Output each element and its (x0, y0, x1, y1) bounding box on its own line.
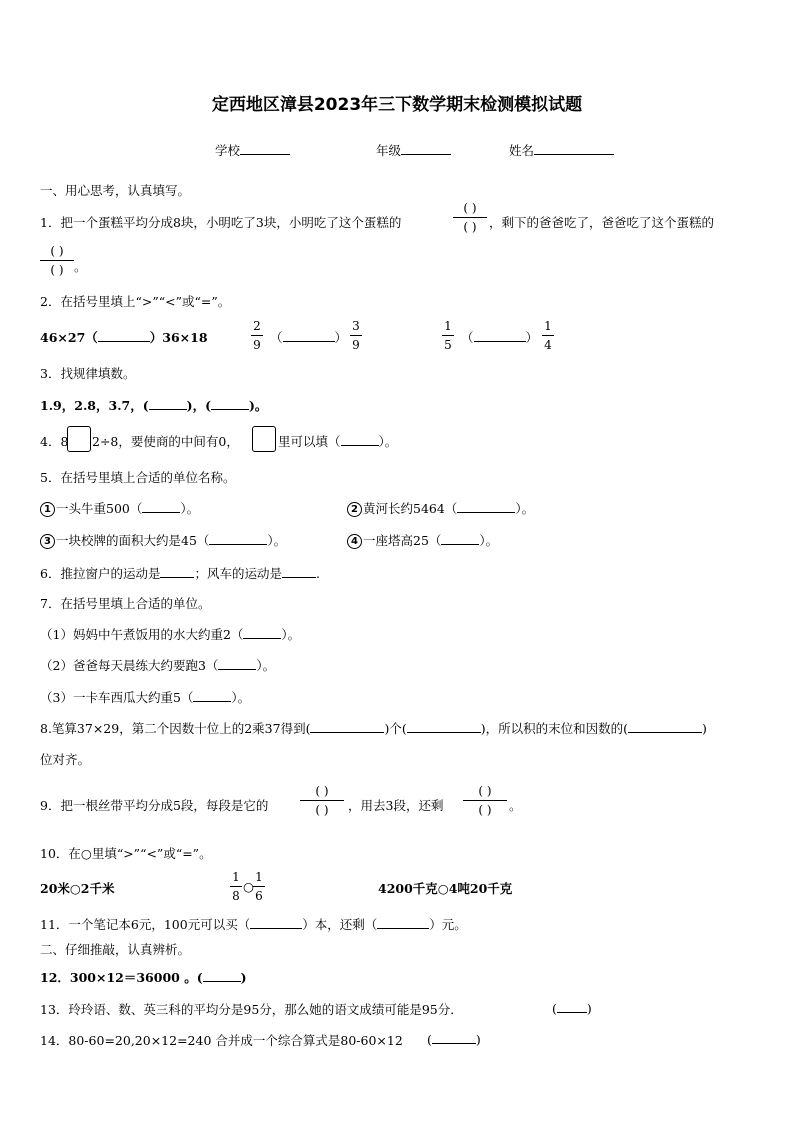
q6-a: 6．推拉窗户的运动是 (40, 566, 161, 581)
q13-text: 13．玲玲语、数、英三科的平均分是95分，那么她的语文成绩可能是95分． (40, 1002, 463, 1017)
q7-end-2: ）。 (256, 658, 276, 673)
q3-text: 3．找规律填数。 (40, 366, 136, 381)
q5-i4: 一座塔高25（ (363, 533, 442, 548)
q9-text-b: ，用去3段，还剩 (348, 798, 444, 813)
q9-fraction-1[interactable] (300, 783, 344, 818)
q2-pr-2: ） (525, 330, 539, 345)
q5-i2: 黄河长约5464（ (363, 501, 458, 516)
q5-end-2: ）。 (515, 501, 535, 516)
school-field[interactable] (215, 141, 290, 159)
q2-text: 2．在括号里填上“>”“<”或“=”。 (40, 294, 231, 309)
q3-end: )。 (249, 398, 268, 413)
q2-f1-num: 2 (253, 319, 261, 333)
q5-blank-3[interactable] (209, 532, 267, 545)
q9-text-a: 9．把一根丝带平均分成5段，每段是它的 (40, 798, 269, 813)
q5-num-4: 4 (347, 534, 362, 549)
q2-pl-2: （ (461, 330, 474, 345)
q1-fraction-1[interactable] (453, 200, 487, 235)
q2-fraction-2-9 (251, 318, 263, 353)
q5-text: 5．在括号里填上合适的单位名称。 (40, 470, 236, 485)
q10-f1-num: 1 (232, 870, 240, 884)
q10-fraction-1-6 (253, 869, 265, 904)
q11-b: ）本，还剩（ (302, 917, 378, 932)
q9-fraction-2[interactable] (463, 783, 507, 818)
q9-f2-den: ( ) (478, 803, 492, 817)
q2-e1b: ）36×18 (149, 330, 208, 345)
q12-blank[interactable] (203, 969, 241, 982)
q2-f2-num: 3 (352, 319, 360, 333)
q2-blank-2[interactable] (283, 329, 335, 342)
q10-expr-1: 20米○2千米 (40, 881, 115, 896)
section2-heading: 二、仔细推敲，认真辨析。 (40, 942, 191, 957)
q2-cmp-2 (461, 328, 538, 346)
q8-a: 8.笔算37×29，第二个因数十位上的2乘37得到( (40, 721, 311, 736)
q4-c: 里可以填（ (278, 434, 341, 449)
q10-text: 10．在○里填“>”“<”或“=”。 (40, 846, 212, 861)
q2-f2-den: 9 (352, 338, 360, 352)
q3-blank-1[interactable] (149, 397, 187, 410)
q2-cmp-1 (270, 328, 347, 346)
q7-i2: （2）爸爸每天晨练大约要跑3（ (40, 658, 219, 673)
q9-f1-num: ( ) (315, 784, 329, 798)
q13-blank[interactable] (557, 1000, 587, 1013)
section1-heading: 一、用心思考，认真填写。 (40, 183, 191, 198)
q1-fraction-2[interactable] (40, 243, 74, 278)
q7-end-3: ）。 (231, 690, 251, 705)
q8-line-2: 位对齐。 (40, 752, 91, 767)
q2-fraction-1-5 (442, 318, 454, 353)
grade-label: 年级 (376, 143, 402, 158)
q1-f2-den: ( ) (50, 263, 64, 277)
q11-a: 11．一个笔记本6元，100元可以买（ (40, 917, 251, 932)
q7-blank-3[interactable] (193, 689, 231, 702)
q11-c: ）元。 (429, 917, 467, 932)
q2-expr-1 (40, 328, 208, 346)
q11-blank-2[interactable] (377, 916, 429, 929)
q5-blank-2[interactable] (457, 500, 515, 513)
q2-f4-num: 1 (544, 319, 552, 333)
q2-pr-1: ） (334, 330, 348, 345)
q8-d: ) (701, 721, 707, 736)
q12 (40, 968, 247, 986)
q2-f3-den: 5 (444, 338, 452, 352)
q13-c: ) (586, 1001, 592, 1016)
q5-end-4: ）。 (479, 533, 499, 548)
q5-i1: 一头牛重500（ (56, 501, 143, 516)
q10-circle[interactable]: ○ (243, 879, 254, 894)
name-field[interactable] (509, 141, 614, 159)
q7-i1: （1）妈妈中午煮饭用的水大约重2（ (40, 627, 244, 642)
q4-text-b: 2÷8，要使商的中间有0， (92, 434, 239, 449)
q10-f2-num: 1 (255, 870, 263, 884)
q6-blank-2[interactable] (282, 565, 316, 578)
q13-answer (552, 1000, 592, 1016)
page-title: 定西地区漳县2023年三下数学期末检测模拟试题 (211, 95, 583, 115)
q7-text: 7．在括号里填上合适的单位。 (40, 596, 211, 611)
q1-f2-num: ( ) (50, 244, 64, 258)
q5-end-1: ）。 (180, 501, 200, 516)
q5-item-1 (40, 499, 199, 517)
q5-item-4 (347, 531, 498, 549)
q6-blank-1[interactable] (160, 565, 194, 578)
q13-b: ( (552, 1001, 557, 1016)
q7-i3: （3）一卡车西瓜大约重5（ (40, 690, 194, 705)
q7-blank-2[interactable] (218, 657, 256, 670)
q14-answer (427, 1031, 481, 1047)
q5-item-3 (40, 531, 286, 549)
q5-item-2 (347, 499, 534, 517)
q5-end-3: ）。 (267, 533, 287, 548)
q2-blank-3[interactable] (474, 329, 526, 342)
q12-a: 12．300×12＝36000 。( (40, 970, 203, 985)
q1-text-b: ，剩下的爸爸吃了，爸爸吃了这个蛋糕的 (489, 215, 715, 230)
q5-i3: 一块校牌的面积大约是45（ (56, 533, 210, 548)
school-label: 学校 (215, 143, 241, 158)
q14-text: 14．80-60=20,20×12=240 合并成一个综合算式是80-60×12 (40, 1033, 403, 1048)
q3-mid: )，( (186, 398, 211, 413)
q9-f2-num: ( ) (478, 784, 492, 798)
q2-e1a: 46×27（ (40, 330, 98, 345)
q8-blank-1[interactable] (310, 720, 384, 733)
q6 (40, 564, 320, 582)
q8-blank-3[interactable] (628, 720, 702, 733)
q8-b: )个( (384, 721, 407, 736)
q5-num-1: 1 (40, 502, 55, 517)
grade-field[interactable] (376, 141, 451, 159)
q2-fraction-3-9 (350, 318, 362, 353)
q7-end-1: ）。 (281, 627, 301, 642)
q1-text-a: 1．把一个蛋糕平均分成8块，小明吃了3块，小明吃了这个蛋糕的 (40, 215, 402, 230)
q4-d: ）。 (378, 434, 398, 449)
q12-b: ) (240, 970, 247, 985)
q8-line-1 (40, 719, 707, 737)
q4-digit-box-2[interactable] (252, 426, 276, 452)
name-label: 姓名 (509, 143, 535, 158)
q1-f1-num: ( ) (463, 201, 477, 215)
q5-blank-4[interactable] (441, 532, 479, 545)
q14-blank[interactable] (432, 1031, 476, 1044)
q7-item-1 (40, 625, 300, 643)
q8-blank-2[interactable] (407, 720, 481, 733)
q5-blank-1[interactable] (142, 500, 180, 513)
q14-b: ( (427, 1032, 432, 1047)
q4-text-a: 4．8 (40, 434, 69, 449)
q1-text-c: 。 (74, 259, 87, 274)
q3-sequence (40, 396, 267, 414)
q14-c: ) (475, 1032, 481, 1047)
q4-text-c (278, 432, 397, 450)
q2-pl-1: （ (270, 330, 283, 345)
q2-f4-den: 4 (544, 338, 552, 352)
q9-text-c: 。 (509, 798, 522, 813)
q11-blank-1[interactable] (250, 916, 302, 929)
q7-blank-1[interactable] (243, 626, 281, 639)
q2-f1-den: 9 (253, 338, 261, 352)
q8-c: )，所以积的末位和因数的( (480, 721, 628, 736)
q10-expr-3: 4200千克○4吨20千克 (378, 881, 513, 896)
q10-f1-den: 8 (232, 889, 240, 903)
q3-blank-2[interactable] (211, 397, 249, 410)
q1-f1-den: ( ) (463, 220, 477, 234)
q7-item-3 (40, 688, 250, 706)
q2-fraction-1-4 (542, 318, 554, 353)
q10-f2-den: 6 (255, 889, 263, 903)
q2-f3-num: 1 (444, 319, 452, 333)
q7-item-2 (40, 656, 275, 674)
q5-num-3: 3 (40, 534, 55, 549)
q2-blank-1[interactable] (98, 329, 150, 342)
q5-num-2: 2 (347, 502, 362, 517)
q6-c: . (315, 566, 320, 581)
q6-b: ；风车的运动是 (194, 566, 282, 581)
q4-blank[interactable] (341, 433, 379, 446)
q11 (40, 915, 467, 933)
q10-fraction-1-8 (230, 869, 242, 904)
q4-digit-box-1[interactable] (67, 426, 91, 452)
q9-f1-den: ( ) (315, 803, 329, 817)
q3-seq: 1.9，2.8，3.7，( (40, 398, 149, 413)
